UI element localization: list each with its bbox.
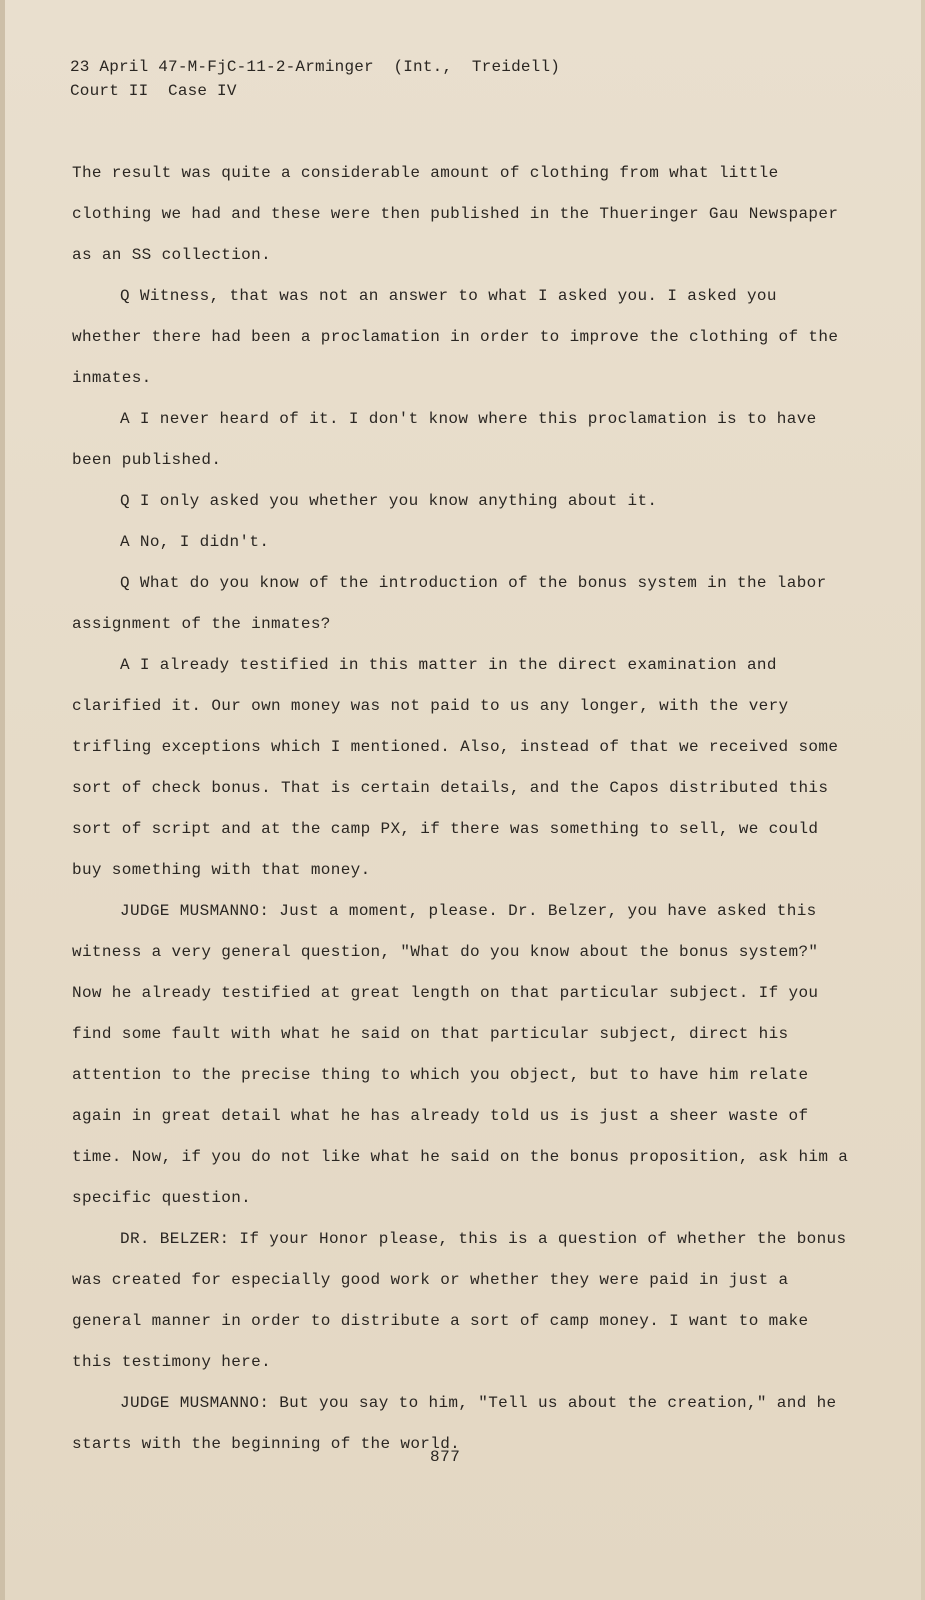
paragraph-answer: A No, I didn't. [120,533,270,551]
paragraph-question: Q I only asked you whether you know anything about it. [120,492,658,510]
header-line-court-case: Court II Case IV [70,82,237,100]
paragraph-question: Q What do you know of the introduction of the bonus system in the labor assignment of the inmates? [72,574,827,633]
paragraph-counsel-statement: DR. BELZER: If your Honor please, this is a question of whether the bonus was created for especially good work or whether they were paid in just a general manner in order to distribute a sort of camp money. I want to make this testimony here. [72,1230,847,1371]
paragraph-continuation: The result was quite a considerable amount of clothing from what little clothing we had and these were then published in the Thueringer Gau Newspaper as an SS collection. [72,164,839,264]
transcript-body [72,153,852,1465]
paragraph-answer: A I never heard of it. I don't know where this proclamation is to have been published. [72,410,817,469]
header-line-date-reference: 23 April 47-M-FjC-11-2-Arminger (Int., Treidell) [70,58,561,76]
paper-left-edge [0,0,5,1600]
page-number: 877 [430,1448,461,1466]
paragraph-judge-statement: JUDGE MUSMANNO: But you say to him, "Tell us about the creation," and he starts with the beginning of the world. [72,1394,837,1453]
paragraph-question: Q Witness, that was not an answer to what I asked you. I asked you whether there had been a proclamation in order to improve the clothing of the inmates. [72,287,839,387]
paragraph-judge-statement: JUDGE MUSMANNO: Just a moment, please. Dr. Belzer, you have asked this witness a very general question, "What do you know about the bonus system?" Now he already testified at great length on that particular subject. If you find some fault with what he said on that particular subject, direct his attention to the precise thing to which you object, but to have him relate again in great detail what he has already told us is just a sheer waste of time. Now, if you do not like what he said on the bonus proposition, ask him a specific question. [72,902,849,1207]
document-header [70,55,560,103]
paper-right-edge [921,0,925,1600]
paragraph-answer: A I already testified in this matter in the direct examination and clarified it. Our own money was not paid to us any longer, with the very trifling exceptions which I mentioned. Also, instead of that we received some sort of check bonus. That is certain details, and the Capos distributed this sort of script and at the camp PX, if there was something to sell, we could buy something with that money. [72,656,839,879]
